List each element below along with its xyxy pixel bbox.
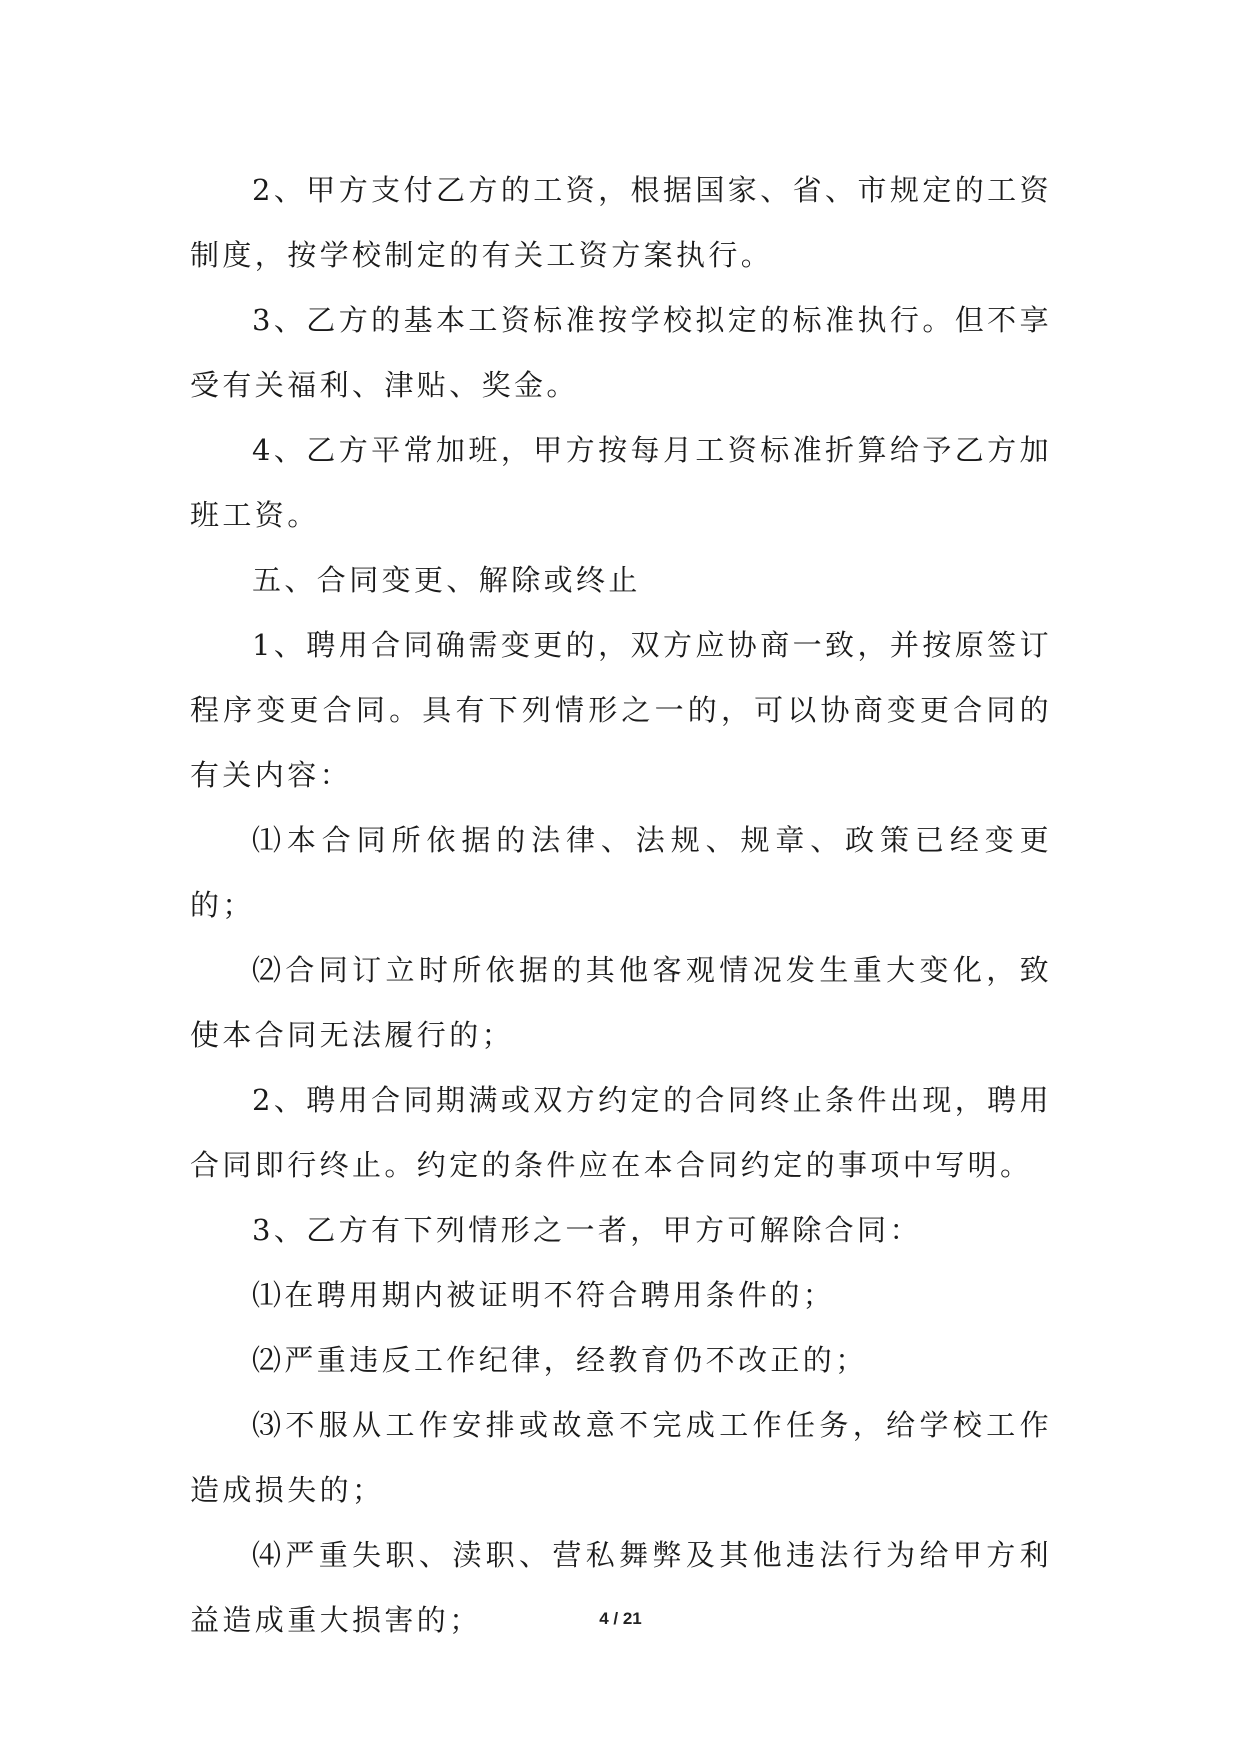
list-item-dismissal-4: ⑷严重失职、渎职、营私舞弊及其他违法行为给甲方利益造成重大损害的； xyxy=(190,1538,1052,1637)
list-item-dismissal-2: ⑵严重违反工作纪律，经教育仍不改正的； xyxy=(252,1343,868,1377)
section-heading-contract-change: 五、合同变更、解除或终止 xyxy=(252,563,641,597)
list-item-dismissal-3: ⑶不服从工作安排或故意不完成工作任务，给学校工作造成损失的； xyxy=(190,1408,1052,1507)
list-item-change-1: ⑴本合同所依据的法律、法规、规章、政策已经变更的； xyxy=(190,823,1052,922)
document-body xyxy=(190,158,1052,1653)
list-item-change-2: ⑵合同订立时所依据的其他客观情况发生重大变化，致使本合同无法履行的； xyxy=(190,953,1052,1052)
paragraph-salary-payment: 2、甲方支付乙方的工资，根据国家、省、市规定的工资制度，按学校制定的有关工资方案执行。 xyxy=(190,173,1052,272)
paragraph-basic-salary: 3、乙方的基本工资标准按学校拟定的标准执行。但不享受有关福利、津贴、奖金。 xyxy=(190,303,1052,402)
list-item-dismissal-1: ⑴在聘用期内被证明不符合聘用条件的； xyxy=(252,1278,836,1312)
paragraph-contract-termination: 2、聘用合同期满或双方约定的合同终止条件出现，聘用合同即行终止。约定的条件应在本合同约定的事项中写明。 xyxy=(190,1083,1052,1182)
paragraph-contract-change: 1、聘用合同确需变更的，双方应协商一致，并按原签订程序变更合同。具有下列情形之一的，可以协商变更合同的有关内容： xyxy=(190,628,1052,792)
paragraph-dismissal-conditions: 3、乙方有下列情形之一者，甲方可解除合同： xyxy=(252,1213,922,1247)
paragraph-overtime: 4、乙方平常加班，甲方按每月工资标准折算给予乙方加班工资。 xyxy=(190,433,1052,532)
page-number: 4 / 21 xyxy=(599,1609,642,1628)
